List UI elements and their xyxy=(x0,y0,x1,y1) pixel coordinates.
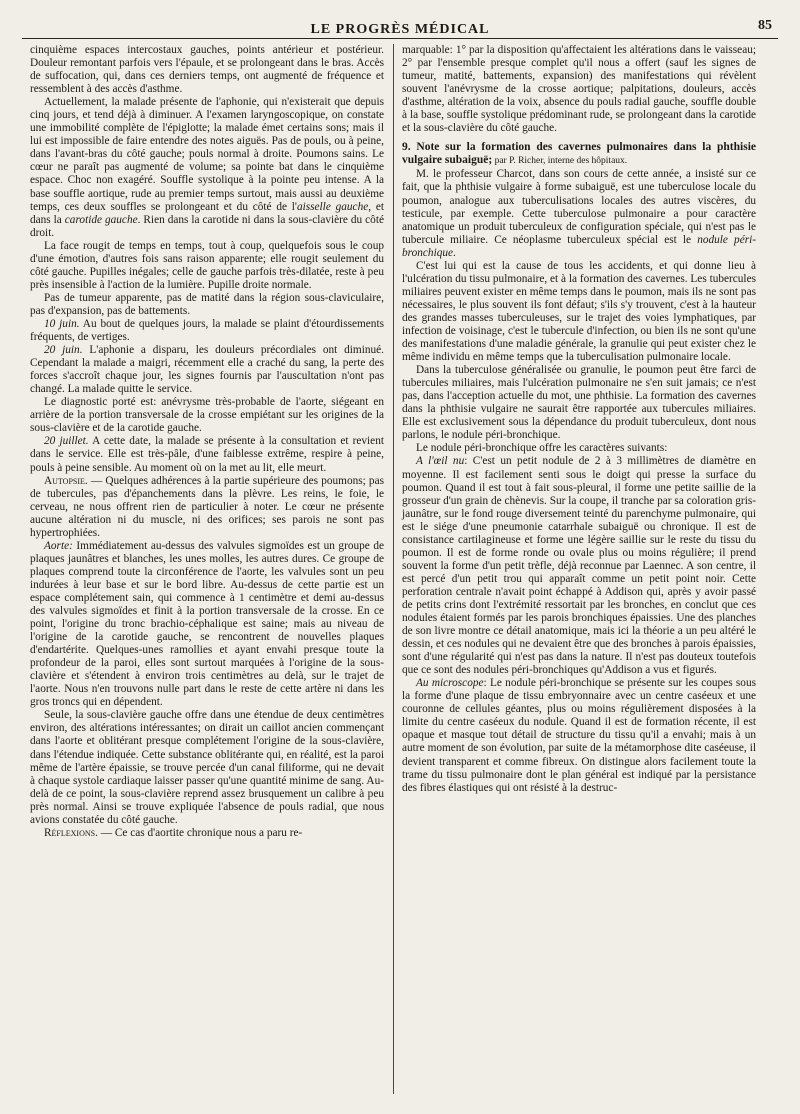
paragraph: M. le professeur Charcot, dans son cours de cette année, a insisté sur ce fait, que la phthisie vulgaire à forme subaiguë, est une tuberculose locale du poumon, analogue aux tuberculisations locales des autres viscères, du testicule, par exemple. Cette tuberculose pulmonaire a pour caractère anatomique un produit tuberculeux de configuration spéciale, qui n'est pas le tubercule miliaire. Ce néoplasme tuberculeux spécial est le nodule péri-bronchique. xyxy=(402,168,757,259)
paragraph: Dans la tuberculose généralisée ou granulie, le poumon peut être farci de tubercules miliaires, mais l'ulcération pulmonaire ne s'en suit jamais; ce n'est pas, dans l'acception actuelle du mot, une phthisie. La formation des cavernes dans la phthisie vulgaire ne saurait être rapportée aux tubercules miliaires. Elle est exclusivement sous la dépendance du produit tuberculeux, dont nous parlons, le nodule péri-bronchique. xyxy=(402,364,756,442)
paragraph: Aorte: Immédiatement au-dessus des valvules sigmoïdes est un groupe de plaques jaunâtres et blanches, les unes molles, les autres dures. Ce groupe de plaques comprend toute la circonférence de l'aorte, les valvules sont un peu indurées à leur base et sur le bord libre. Au-dessus de cette partie est un espace complétement sain, qui commence à 1 centimètre et demi au-dessus des valvules sigmoïdes et finit à la portion transversale de la crosse. En ce point, l'origine du tronc brachio-céphalique est saine; mais au niveau de l'origine de la carotide gauche, se rencontrent de nouvelles plaques d'endartérite. Quelques-unes ramollies et ayant envahi presque toute la profondeur de la paroi, elles sont surtout marquées à l'origine de la sous-clavière et s'étendent à environ trois centimètres au delà, sur le trajet de l'aorte. Nous n'en trouvons nulle part dans le reste de cette artère ni dans les gros troncs qui en dépendent. xyxy=(30,539,384,709)
section-label: Autopsie. xyxy=(44,474,88,487)
section-label: Au microscope xyxy=(416,677,484,690)
paragraph: C'est lui qui est la cause de tous les accidents, et qui donne lieu à l'ulcération du tissu pulmonaire, et à la formation des cavernes. Les tubercules miliaires peuvent exister en même temps dans le poumon, mais ils ne sont pas nécessaires, le plus souvent ils font défaut; s'ils s'y trouvent, c'est à la hauteur des grandes masses tuberculeuses, sur le trajet des voies lymphatiques, par infection de voisinage, c'est le tubercule d'infection, ou bien ils ne sont qu'une des manifestations d'une maladie générale, la granulie qui peut exister chez le même individu en même temps que la tuberculisation pulmonaire locale. xyxy=(402,259,756,364)
paragraph: marquable: 1° par la disposition qu'affectaient les altérations dans le vaisseau; 2° par l'ensemble presque complet qu'il nous a offert (sauf les signes de tumeur, matité, battements, expansion) des manifestations qui révèlent souvent l'anévrysme de la crosse aortique; palpitations, douleurs, accès d'asthme, altération de la voix, absence du pouls radial gauche, souffle double à la base, souffle systolique prédominant rude, se prolongeant dans la carotide et la sous-clavière du côté gauche. xyxy=(402,44,756,135)
page-number: 85 xyxy=(758,18,772,33)
paragraph: Le diagnostic porté est: anévrysme très-probable de l'aorte, siégeant en arrière de la portion transversale de la crosse empiétant sur les origines de la sous-clavière et de la carotide gauche. xyxy=(30,396,384,435)
right-column xyxy=(402,44,756,795)
section-label: Réflexions. xyxy=(44,826,98,839)
article-byline: par P. Richer, interne des hôpitaux. xyxy=(492,156,628,167)
paragraph: Actuellement, la malade présente de l'aphonie, qui n'existerait que depuis cinq jours, et tend déjà à diminuer. A l'examen laryngoscopique, on constate une immobilité complète de l'épiglotte; la malade émet certains sons; mais il lui est impossible de faire entendre des notes aiguës. Pas de pouls, ou à peine, dans l'avant-bras du côté gauche; pouls normal à droite. Poumons sains. Le cœur ne paraît pas augmenté de volume; sa pointe bat dans le cinquième espace. Choc non exagéré. Souffle systolique à la pointe peu intense. A la base souffle aortique, rude au premier temps surtout, mais aussi au deuxième temps, ces deux souffles se prolongeant et du côté de l'aisselle gauche, et dans la carotide gauche. Rien dans la carotide ni dans la sous-clavière du côté droit. xyxy=(30,96,384,239)
date-label: 10 juin. xyxy=(44,317,80,330)
paragraph: 10 juin. Au bout de quelques jours, la malade se plaint d'étourdissements fréquents, de vertiges. xyxy=(30,317,384,344)
article-heading xyxy=(402,141,756,168)
paragraph: Au microscope: Le nodule péri-bronchique se présente sur les coupes sous la forme d'une plaque de tissu embryonnaire avec un centre caséeux et une couronne de cellules géantes, plus ou moins régulièrement disposées à la limite du centre caséeux du nodule. Quand il est de formation récente, il est opaque et masque tout détail de structure du tissu qu'il a envahi; mais à un autre moment de son évolution, par suite de la métamorphose dite caséeuse, il devient transparent et comme fibreux. On distingue alors facilement toute la trame du tissu pulmonaire dont le plan général est indiqué par la persistance des fibres élastiques qui ont résisté à la destruc- xyxy=(402,677,757,794)
date-label: 20 juillet. xyxy=(44,435,89,448)
paragraph: cinquième espaces intercostaux gauches, points antérieur et postérieur. Douleur remontant parfois vers l'épaule, et se prolongeant dans le bras. Accès de suffocation, qui, dans ces derniers temps, ont augmenté de fréquence et ressemblent à des accès d'asthme. xyxy=(30,44,384,96)
running-title: LE PROGRÈS MÉDICAL xyxy=(310,22,490,37)
date-label: 20 juin. xyxy=(44,344,83,357)
paragraph: 20 juin. L'aphonie a disparu, les douleurs précordiales ont diminué. Cependant la malade a maigri, récemment elle a craché du sang, la perte des forces s'accroît chaque jour, les signes fournis par l'auscultation n'ont pas changé. La malade quitte le service. xyxy=(30,344,384,396)
column-divider xyxy=(393,44,394,1094)
section-label: Aorte: xyxy=(44,539,73,552)
left-column xyxy=(30,44,384,840)
paragraph: A l'œil nu: C'est un petit nodule de 2 à 3 millimètres de diamètre en moyenne. Il est facilement senti sous le doigt qui presse la surface du poumon. Quand il est tout à fait sous-pleural, il forme une petite saillie de la grosseur d'un grain de chènevis. Sur la coupe, il tranche par sa coloration gris-jaunâtre, sur le fond rouge diversement teinté du parenchyme pulmonaire, qui est le siége d'une pneumonie catarrhale subaiguë ou chronique. Il est de consistance cartilagineuse et forme une légère saillie sur le reste du tissu du poumon. Il est de forme ronde ou ovale plus ou moins régulière; il prend souvent la forme d'un petit trèfle, déjà reconnue par Laennec. A son centre, il est percé d'un petit trou qui apparaît comme un petit point noir. Cette perforation centrale n'avait point échappé à Addison qui, après y avoir passé de petits crins dont l'extrémité ressortait par les bronches, en conclut que ces nodules étaient formés par les parois bronchiques épaissies. Une des planches de son livre montre ce détail anatomique, mais ici la théorie a un peu altéré le dessin, et ces nodules qui ne devaient être que des bronches à parois épaissies, sont d'une régularité qui n'est pas dans la nature. Il n'est pas douteux toutefois que ce sont des nodules péri-bronchiques qu'Addison a vus et figurés. xyxy=(402,455,756,677)
paragraph: Autopsie. — Quelques adhérences à la partie supérieure des poumons; pas de tubercules, pas d'épanchements dans la plèvre. Les reins, le foie, le cerveau, ne nous offrent rien de particulier à noter. Le cœur ne présente aucune altération ni du muscle, ni des orifices; ses parois ne sont pas hypertrophiées. xyxy=(30,474,384,539)
page-header xyxy=(22,16,778,39)
article-title: 9. Note sur la formation des cavernes pulmonaires dans la phthisie vulgaire subaiguë; xyxy=(402,141,756,167)
paragraph: Réflexions. — Ce cas d'aortite chronique nous a paru re- xyxy=(44,826,303,839)
paragraph: 20 juillet. A cette date, la malade se présente à la consultation et revient dans le service. Elle est très-pâle, d'une faiblesse extrême, respire à peine, pouls à peine sensible. Au moment où on la met au lit, elle meurt. xyxy=(30,435,384,474)
section-label: A l'œil nu xyxy=(416,455,465,468)
paragraph: Le nodule péri-bronchique offre les caractères suivants: xyxy=(416,442,668,455)
paragraph: Pas de tumeur apparente, pas de matité dans la région sous-claviculaire, pas d'expansion, pas de battements. xyxy=(30,291,384,317)
paragraph: La face rougit de temps en temps, tout à coup, quelquefois sous le coup d'une émotion, d'autres fois sans raison apparente; elle rougit seulement du côté gauche. Pupilles inégales; celle de gauche parfois très-dilatée, reste à peu près insensible à l'action de la lumière. Pupille droite normale. xyxy=(30,239,384,291)
paragraph: Seule, la sous-clavière gauche offre dans une étendue de deux centimètres environ, des altérations intéressantes; on dirait un caillot ancien commençant dans l'aorte et oblitérant presque complétement l'origine de la sous-clavière, dans l'étendue indiquée. Cette substance oblitérante qui, en réalité, est la paroi même de l'artère épaissie, se trouve percée d'un canal filiforme, qui ne devait à chaque systole cardiaque laisser passer qu'une quantité minime de sang. Au-delà de ce point, la sous-clavière reprend assez brusquement un calibre à peu près normal. Ainsi se trouve expliquée l'absence de pouls radial, que nous avions constatée du côté gauche. xyxy=(30,709,384,826)
